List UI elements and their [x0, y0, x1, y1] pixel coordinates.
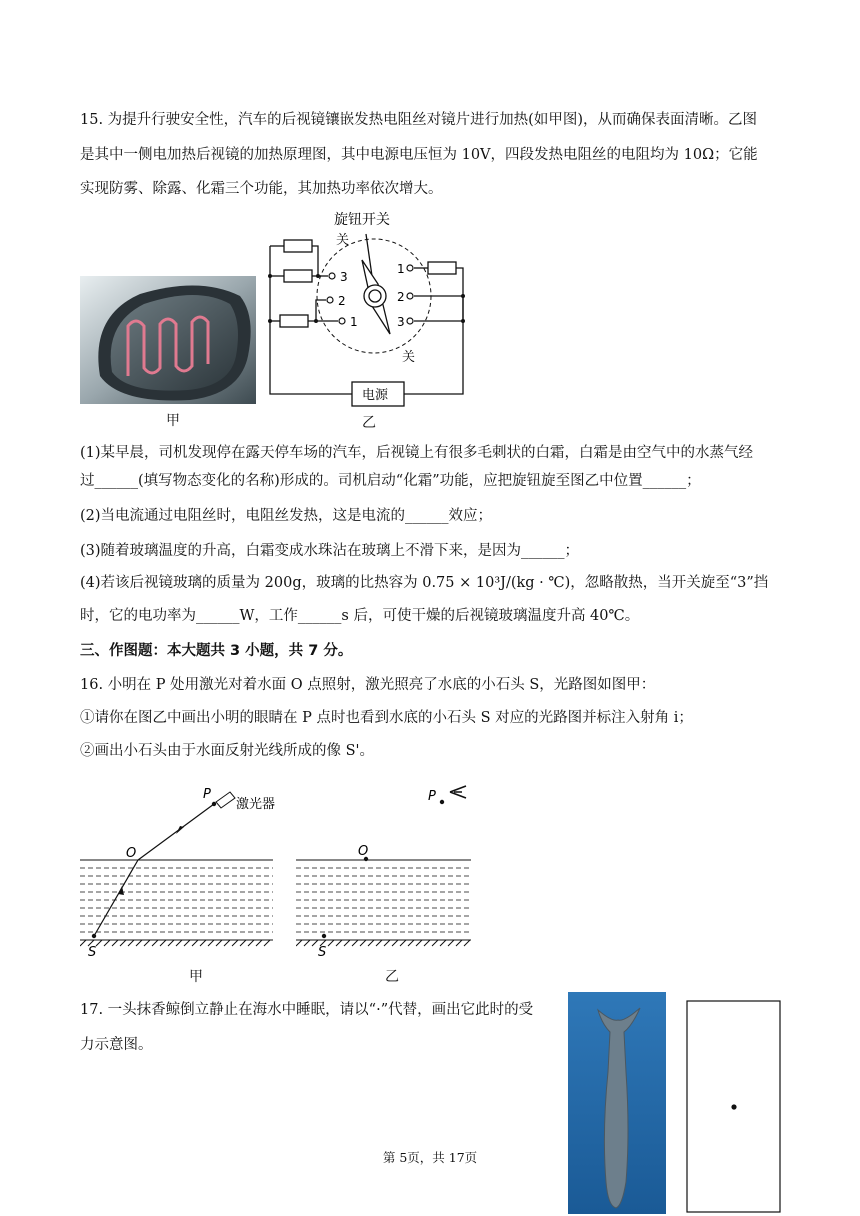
- q16-line1: 16. 小明在 P 处用激光对着水面 O 点照射，激光照亮了水底的小石头 S，光路图如图甲：: [80, 677, 656, 693]
- left-terminal-2: 2: [338, 294, 346, 308]
- q15-line1: 15. 为提升行驶安全性，汽车的后视镜镶嵌发热电阻丝对镜片进行加热(如甲图)，从而确保表面清晰。乙图: [80, 112, 757, 128]
- heated-mirror-photo: [80, 276, 256, 404]
- knob-switch-circuit: [266, 206, 472, 410]
- left-terminal-3: 3: [340, 270, 348, 284]
- whale-point-dot: [731, 1104, 736, 1109]
- q15-sub4-line1: (4)若该后视镜玻璃的质量为 200g，玻璃的比热容为 0.75 × 10³J/(kg · ℃)，忽略散热，当开关旋至“3”挡: [80, 575, 769, 591]
- knob-switch-label: 旋钮开关: [334, 212, 390, 228]
- right-terminal-1: 1: [397, 262, 405, 276]
- q15-line3: 实现防雾、除露、化霜三个功能，其加热功率依次增大。: [80, 181, 443, 197]
- sperm-whale-photo: [568, 992, 666, 1214]
- page-footer: 第 5页，共 17页: [382, 1150, 478, 1165]
- q15-sub1-line2: 过______(填写物态变化的名称)形成的。司机启动“化霜”功能，应把旋钮旋至图乙中位置______；: [80, 473, 701, 489]
- q15-sub2: (2)当电流通过电阻丝时，电阻丝发热，这是电流的______效应；: [80, 508, 493, 524]
- q15-sub4-line2: 时，它的电功率为______W，工作______s 后，可使干燥的后视镜玻璃温度升高 40℃。: [80, 608, 640, 624]
- q17-line1: 17. 一头抹香鲸倒立静止在海水中睡眠，请以“·”代替，画出它此时的受: [80, 1002, 534, 1018]
- fig-jia-caption: 甲: [166, 413, 180, 429]
- q17-line2: 力示意图。: [80, 1037, 153, 1053]
- left-terminal-1: 1: [350, 315, 358, 329]
- q15-sub1-line1: (1)某早晨，司机发现停在露天停车场的汽车，后视镜上有很多毛刺状的白霜，白霜是由空气中的水蒸气经: [80, 445, 754, 461]
- q15-line2: 是其中一侧电加热后视镜的加热原理图，其中电源电压恒为 10V，四段发热电阻丝的电阻均为 10Ω；它能: [80, 147, 758, 163]
- yi-point-s-label: S: [318, 945, 327, 960]
- q15-sub3: (3)随着玻璃温度的升高，白霜变成水珠沾在玻璃上不滑下来，是因为______；: [80, 543, 580, 559]
- point-s-label: S: [88, 945, 97, 960]
- fig16-jia-caption: 甲: [189, 969, 203, 985]
- right-terminal-2: 2: [397, 290, 405, 304]
- yi-point-p-label: P: [428, 789, 436, 804]
- right-terminal-3: 3: [397, 315, 405, 329]
- off-label-bottom: 关: [402, 350, 416, 365]
- laser-label: 激光器: [236, 797, 276, 812]
- power-source-label: 电源: [362, 388, 389, 403]
- off-label-top: 关: [336, 233, 350, 248]
- laser-refraction-figure-jia: [80, 780, 276, 964]
- point-o-label: O: [126, 846, 137, 861]
- fig16-yi-caption: 乙: [385, 969, 399, 985]
- water-surface-figure-yi: [296, 780, 474, 964]
- fig-yi-caption: 乙: [362, 415, 376, 431]
- yi-point-o-label: O: [358, 844, 369, 859]
- point-p-label: P: [203, 787, 211, 802]
- section-3-heading: 三、作图题：本大题共 3 小题，共 7 分。: [80, 643, 353, 659]
- q16-item2: ②画出小石头由于水面反射光线所成的像 S'。: [80, 743, 375, 759]
- q16-item1: ①请你在图乙中画出小明的眼睛在 P 点时也看到水底的小石头 S 对应的光路图并标注入射角 i；: [80, 710, 693, 726]
- force-diagram-box: [686, 1000, 782, 1214]
